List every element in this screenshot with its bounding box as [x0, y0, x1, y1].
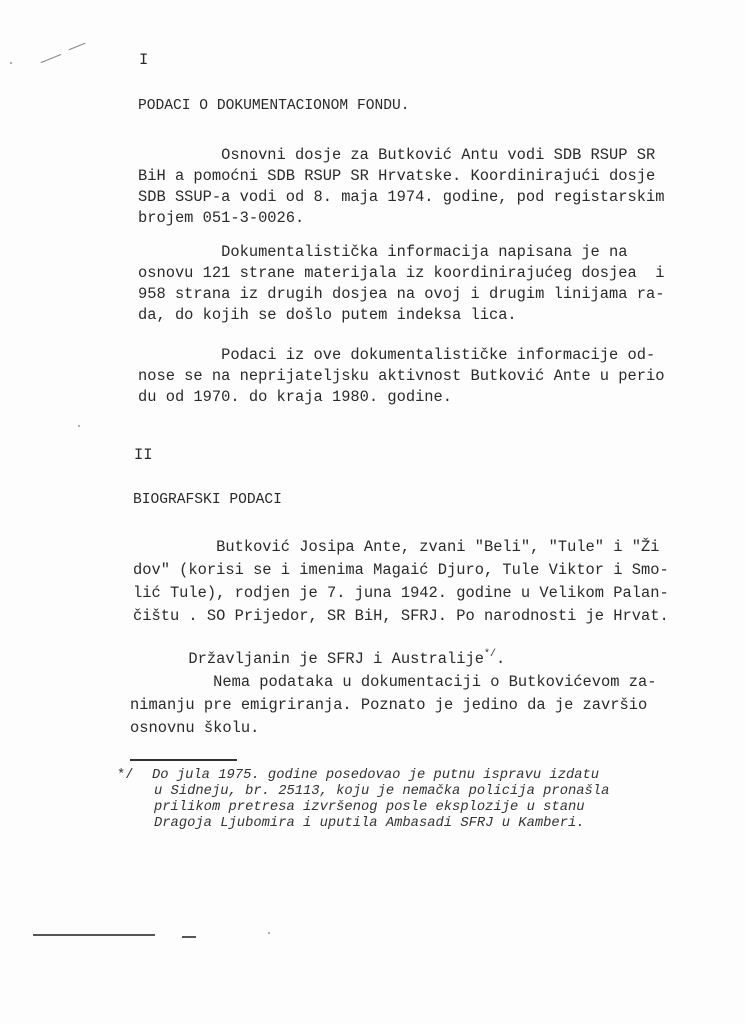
scan-speck: [268, 932, 270, 934]
footnote-line: prilikom pretresa izvršenog posle eksplozije u stanu: [154, 800, 585, 815]
text-line: Dokumentalistička informacija napisana je na: [138, 243, 628, 261]
text-line: Osnovni dosje za Butković Antu vodi SDB RSUP SR: [138, 146, 656, 164]
text-line: čištu . SO Prijedor, SR BiH, SFRJ. Po narodnosti je Hrvat.: [133, 607, 669, 625]
scan-artifact: [41, 54, 62, 63]
text-line: osnovnu školu.: [130, 719, 260, 737]
text-line: BiH a pomoćni SDB RSUP SR Hrvatske. Koordinirajući dosje: [138, 167, 656, 185]
footnote-line: Do jula 1975. godine posedovao je putnu ispravu izdatu: [152, 768, 600, 783]
scan-speck: [78, 425, 80, 427]
scan-artifact: [68, 43, 85, 51]
text-line: 958 strana iz drugih dosjea na ovoj i drugim linijama ra-: [138, 285, 665, 303]
text-line: brojem 051-3-0026.: [138, 209, 305, 227]
text-line-content: Državljanin je SFRJ i Australije: [188, 650, 484, 668]
text-line: Nema podataka u dokumentaciji o Butkovićevom za-: [130, 673, 657, 691]
text-line: lić Tule), rodjen je 7. juna 1942. godine u Velikom Palan-: [133, 584, 669, 602]
text-line: Butković Josipa Ante, zvani "Beli", "Tule" i "Ži: [133, 538, 660, 556]
text-line: Podaci iz ove dokumentalističke informacije od-: [138, 346, 656, 364]
section-numeral: I: [139, 51, 149, 69]
footnote-divider: [130, 759, 237, 761]
scan-speck: [10, 62, 12, 64]
text-line: da, do kojih se došlo putem indeksa lica.: [138, 306, 517, 324]
sentence-end: .: [496, 650, 506, 668]
footnote-line: Dragoja Ljubomira i uputila Ambasadi SFRJ u Kamberi.: [154, 816, 585, 831]
text-line: nimanju pre emigriranja. Poznato je jedino da je završio: [130, 696, 648, 714]
footnote-line: u Sidneju, br. 25113, koju je nemačka policija pronašla: [154, 784, 610, 799]
text-line: SDB SSUP-a vodi od 8. maja 1974. godine, pod registarskim: [138, 188, 665, 206]
text-line: osnovu 121 strane materijala iz koordinirajućeg dosjea i: [138, 264, 665, 282]
section-heading: BIOGRAFSKI PODACI: [133, 492, 282, 508]
footnote-marker: */: [117, 768, 134, 783]
section-numeral: II: [134, 446, 153, 464]
text-line: nose se na neprijateljsku aktivnost Butković Ante u perio: [138, 367, 665, 385]
footnote-reference: */: [483, 649, 496, 660]
text-line: du od 1970. do kraja 1980. godine.: [138, 388, 453, 406]
text-line: dov" (korisi se i imenima Magaić Djuro, Tule Viktor i Smo-: [133, 561, 669, 579]
stray-line: [182, 936, 196, 938]
stray-line: [33, 934, 155, 936]
section-heading: PODACI O DOKUMENTACIONOM FONDU.: [138, 98, 410, 114]
